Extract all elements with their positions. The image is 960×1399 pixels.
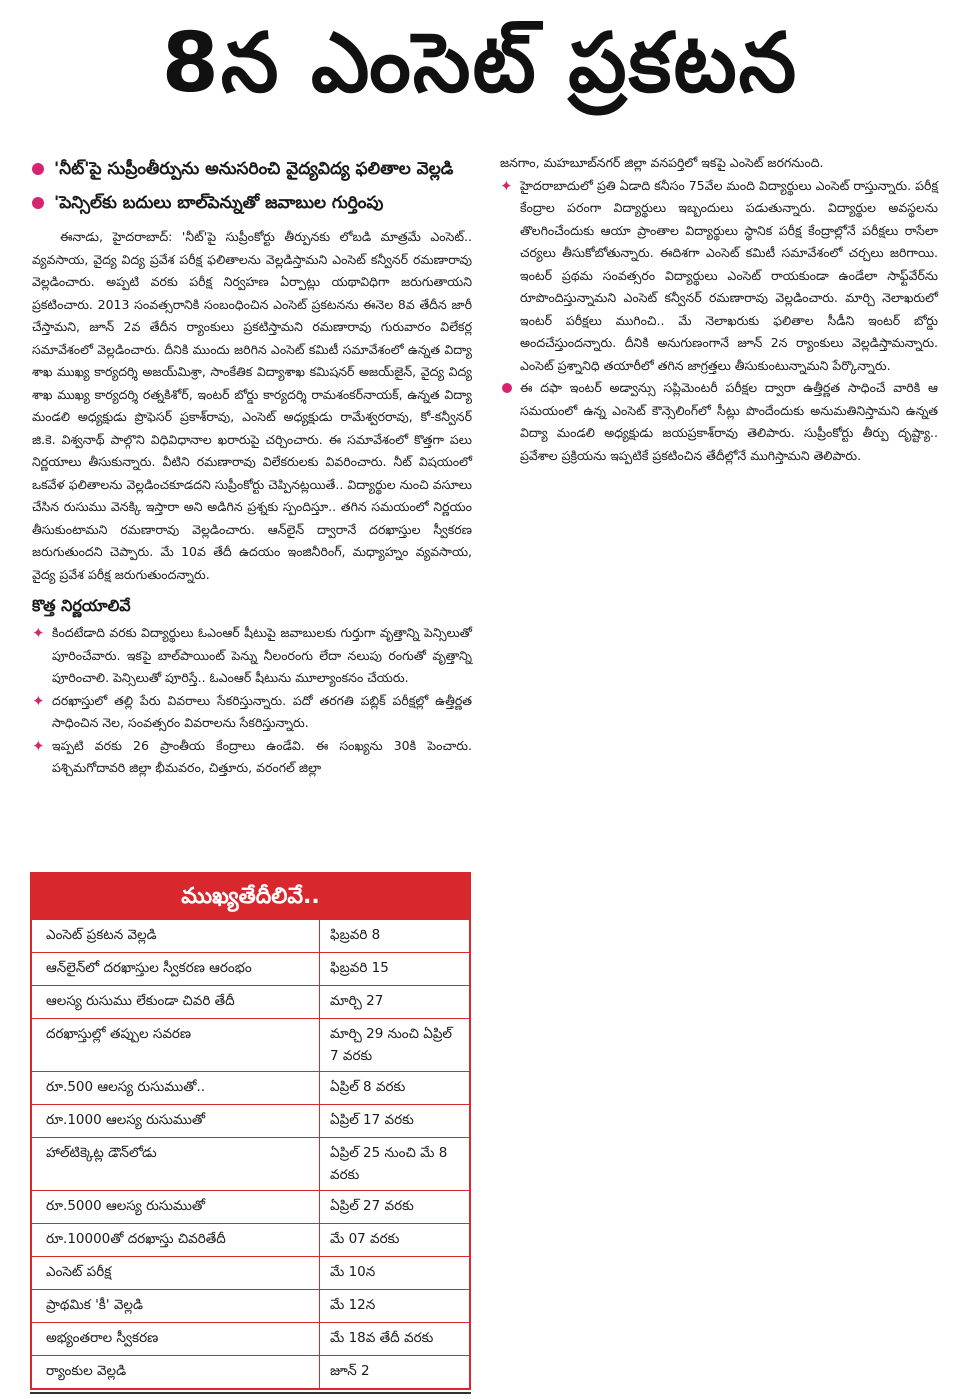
decision-text: హైదరాబాదులో ప్రతి ఏడాది కనీసం 75వేల మంది విద్యార్థులు ఎంసెట్ రాస్తున్నారు. పరీక్ష కేంద్రాల పరంగా విద్యార్థులు ఇబ్బందులు పడుతున్నారు. విద్యార్థుల అవస్థలను తొలగించేందుకు ఆయా ప్రాంతాల విద్యార్థులు స్థానిక పరీక్ష కేంద్రాల్లోనే పరీక్షలు రాసేలా చర్యలు తీసుకోబోతున్నారు. ఈదిశగా ఎంసెట్ కమిటీ సమావేశంలో చర్చలు జరిగాయి. ఇంటర్ ప్రథమ సంవత్సరం విద్యార్థులు ఎంసెట్ రాయకుండా ఉండేలా సాఫ్ట్‌వేర్‌ను రూపొందిస్తున్నామని ఎంసెట్ కన్వీనర్ రమణారావు వెల్లడించారు. మార్చి నెలాఖరులో ఇంటర్ పరీక్షలు ముగించి.. మే నెలాఖరుకు ఫలితాల సీడీని ఇంటర్ బోర్డు అందచేస్తుందన్నారు. దీనికి అనుగుణంగానే జూన్ 2న ర్యాంకులు వెల్లడిస్తామన్నారు. ఎంసెట్ ప్రశ్నానిధి తయారీలో తగిన జాగ్రత్తలు తీసుకుంటున్నామని పేర్కొన్నారు. [520, 177, 938, 373]
event-cell: ఎంసెట్ పరీక్ష [32, 1257, 320, 1289]
bottom-rule [30, 1392, 471, 1394]
event-cell: ఆన్‌లైన్‌లో దరఖాస్తుల స్వీకరణ ఆరంభం [32, 953, 320, 985]
star-bullet-icon: ✦ [32, 624, 45, 642]
event-cell: దరఖాస్తుల్లో తప్పుల సవరణ [32, 1019, 320, 1071]
event-cell: ఎంసెట్ ప్రకటన వెల్లడి [32, 920, 320, 952]
kicker-1 [32, 152, 472, 186]
kicker-text: 'పెన్సిల్‌కు బదులు బాల్‌పెన్నుతో జవాబుల గుర్తింపు [54, 193, 384, 213]
table-row [32, 1356, 469, 1388]
headline: 8న ఎంసెట్ ప్రకటన [161, 16, 799, 111]
date-cell: మార్చి 29 నుంచి ఏప్రిల్ 7 వరకు [330, 1026, 452, 1064]
table-row [32, 986, 469, 1019]
table-row [32, 1019, 469, 1072]
table-row [32, 1257, 469, 1290]
date-cell: జూన్ 2 [330, 1363, 370, 1379]
date-cell: ఏప్రిల్ 17 వరకు [330, 1112, 414, 1128]
star-bullet-icon: ✦ [500, 176, 513, 195]
decision-text: దరఖాస్తులో తల్లి పేరు వివరాలు సేకరిస్తున్నారు. పదో తరగతి పబ్లిక్ పరీక్షల్లో ఉత్తీర్ణత సాధించిన నెల, సంవత్సరం వివరాలను సేకరిస్తున్నారు. [52, 692, 472, 730]
star-bullet-icon: ✦ [32, 736, 45, 755]
decision-item [500, 175, 938, 378]
right-column [500, 152, 938, 467]
bullet-dot-icon [32, 163, 44, 175]
event-cell: హాల్‌టిక్కెట్ల డౌన్‌లోడు [32, 1138, 320, 1190]
table-row [32, 1224, 469, 1257]
decision-item [32, 622, 472, 690]
event-cell: ప్రాథమిక 'కీ' వెల్లడి [32, 1290, 320, 1322]
decision-item [32, 735, 472, 780]
subhead-new-decisions: కొత్త నిర్ణయాలివే [32, 596, 131, 615]
star-bullet-icon: ✦ [32, 691, 45, 710]
continued-text: జనగాం, మహబూబ్‌నగర్ జిల్లా వనపర్తిలో ఇకపై ఎంసెట్ జరగనుంది. [500, 155, 824, 170]
event-cell: రూ.500 ఆలస్య రుసుముతో.. [32, 1072, 320, 1104]
decision-item [500, 377, 938, 467]
date-cell: ఫిబ్రవరి 8 [330, 927, 381, 943]
event-cell: ర్యాంకుల వెల్లడి [32, 1356, 320, 1388]
date-cell: మే 12న [330, 1297, 376, 1313]
event-cell: ఆలస్య రుసుము లేకుండా చివరి తేదీ [32, 986, 320, 1018]
date-cell: మే 18వ తేదీ వరకు [330, 1330, 434, 1346]
kicker-text: 'నీట్'పై సుప్రీంతీర్పును అనుసరించి వైద్యవిద్య ఫలితాల వెల్లడి [54, 159, 454, 179]
dates-title: ముఖ్యతేదీలివే.. [32, 874, 469, 920]
event-cell: రూ.5000 ఆలస్య రుసుముతో [32, 1191, 320, 1223]
decision-text: కిందటేడాది వరకు విద్యార్థులు ఓఎంఆర్ షీటుపై జవాబులకు గుర్తుగా వృత్తాన్ని పెన్సిలుతో పూరించేవారు. ఇకపై బాల్‌పాయింట్ పెన్ను నీలంరంగు లేదా నలుపు రంగుతో వృత్తాన్ని పూరించాలి. పెన్సిలుతో పూరిస్తే.. ఓఎంఆర్ షీటును మూల్యాంకనం చేయరు. [52, 625, 472, 685]
round-bullet-icon [502, 383, 512, 393]
event-cell: అభ్యంతరాల స్వీకరణ [32, 1323, 320, 1355]
table-row [32, 1290, 469, 1323]
date-cell: మార్చి 27 [330, 993, 384, 1009]
lead-paragraph: ఈనాడు, హైదరాబాద్: 'నీట్'పై సుప్రీంకోర్టు తీర్పునకు లోబడి మాత్రమే ఎంసెట్.. వ్యవసాయ, వైద్య విద్య ప్రవేశ పరీక్ష ఫలితాలను వెల్లడిస్తామని ఎంసెట్ కన్వీనర్ రమణారావు వెల్లడించారు. అప్పటి వరకు పరీక్ష నిర్వహణ ఏర్పాట్లు యథావిధిగా జరుగుతాయని ప్రకటించారు. 2013 సంవత్సరానికి సంబంధించిన ఎంసెట్ ప్రకటనను ఈనెల 8వ తేదీన జారీ చేస్తామని, జూన్ 2వ తేదీన ర్యాంకులు ప్రకటిస్తామని రమణారావు గురువారం విలేకర్ల సమావేశంలో వెల్లడించారు. దీనికి ముందు జరిగిన ఎంసెట్ కమిటీ సమావేశంలో ఉన్నత విద్యా శాఖ ముఖ్య కార్యదర్శి అజయ్‌మిశ్రా, సాంకేతిక విద్యాశాఖ కమిషనర్ అజయ్‌జైన్, వైద్య విద్య శాఖ ముఖ్య కార్యదర్శి రత్నకిశోర్, ఇంటర్ బోర్డు కార్యదర్శి రామశంకర్‌నాయక్, ఉన్నత విద్యా మండలి అధ్యక్షుడు ప్రొఫెసర్ ప్రకాశ్‌రావు, ఎంసెట్ అధ్యక్షుడు రామేశ్వరరావు, కో-కన్వీనర్ జి.కె. విశ్వనాథ్ పాల్గొని విధివిధానాల ఖరారుపై చర్చించారు. ఈ సమావేశంలో కొత్తగా పలు నిర్ణయాలు తీసుకున్నారు. వీటిని రమణారావు విలేకరులకు వివరించారు. నీట్ విషయంలో ఒకవేళ ఫలితాలను వెల్లడించకూడదని సుప్రీంకోర్టు చెప్పినట్లయితే.. విద్యార్థుల నుంచి వసూలు చేసిన రుసుము వెనక్కి ఇస్తారా అని అడిగిన ప్రశ్నకు స్పందిస్తూ.. తగిన సమయంలో నిర్ణయం తీసుకుంటామని రమణారావు వెల్లడించారు. ఆన్‌లైన్ ద్వారానే దరఖాస్తుల స్వీకరణ జరుగుతుందని చెప్పారు. మే 10వ తేదీ ఉదయం ఇంజినీరింగ్, మధ్యాహ్నం వ్యవసాయ, వైద్య ప్రవేశ పరీక్ష జరుగుతుందన్నారు. [32, 229, 472, 582]
table-row [32, 1105, 469, 1138]
decision-text: ఈ దఫా ఇంటర్ అడ్వాన్సు సప్లిమెంటరీ పరీక్షల ద్వారా ఉత్తీర్ణత సాధించే వారికి ఆ సమయంలో ఉన్న ఎంసెట్ కౌన్సెలింగ్‌లో సీట్లు పొందేందుకు అనుమతినిస్తామని ఉన్నత విద్యా మండలి అధ్యక్షుడు జయప్రకాశ్‌రావు తెలిపారు. సుప్రీంకోర్టు తీర్పు దృష్ట్యా.. ప్రవేశాల ప్రక్రియను ఇప్పటికే ప్రకటించిన తేదీల్లోనే ముగిస్తామని తెలిపారు. [520, 380, 938, 463]
date-cell: ఏప్రిల్ 8 వరకు [330, 1079, 406, 1095]
table-row [32, 920, 469, 953]
date-cell: ఏప్రిల్ 27 వరకు [330, 1198, 414, 1214]
table-row [32, 1138, 469, 1191]
kicker-2 [32, 186, 472, 220]
important-dates-table [30, 872, 471, 1390]
table-row [32, 1323, 469, 1356]
date-cell: ఏప్రిల్ 25 నుంచి మే 8 వరకు [330, 1145, 448, 1183]
bullet-dot-icon [32, 197, 44, 209]
date-cell: ఫిబ్రవరి 15 [330, 960, 389, 976]
event-cell: రూ.10000తో దరఖాస్తు చివరితేదీ [32, 1224, 320, 1256]
table-row [32, 953, 469, 986]
left-column [32, 152, 472, 780]
table-row [32, 1072, 469, 1105]
decision-item [32, 690, 472, 735]
date-cell: మే 07 వరకు [330, 1231, 400, 1247]
event-cell: రూ.1000 ఆలస్య రుసుముతో [32, 1105, 320, 1137]
decision-text: ఇప్పటి వరకు 26 ప్రాంతీయ కేంద్రాలు ఉండేవి. ఈ సంఖ్యను 30కి పెంచారు. పశ్చిమగోదావరి జిల్లా భీమవరం, చిత్తూరు, వరంగల్ జిల్లా [52, 737, 472, 775]
table-row [32, 1191, 469, 1224]
date-cell: మే 10న [330, 1264, 376, 1280]
